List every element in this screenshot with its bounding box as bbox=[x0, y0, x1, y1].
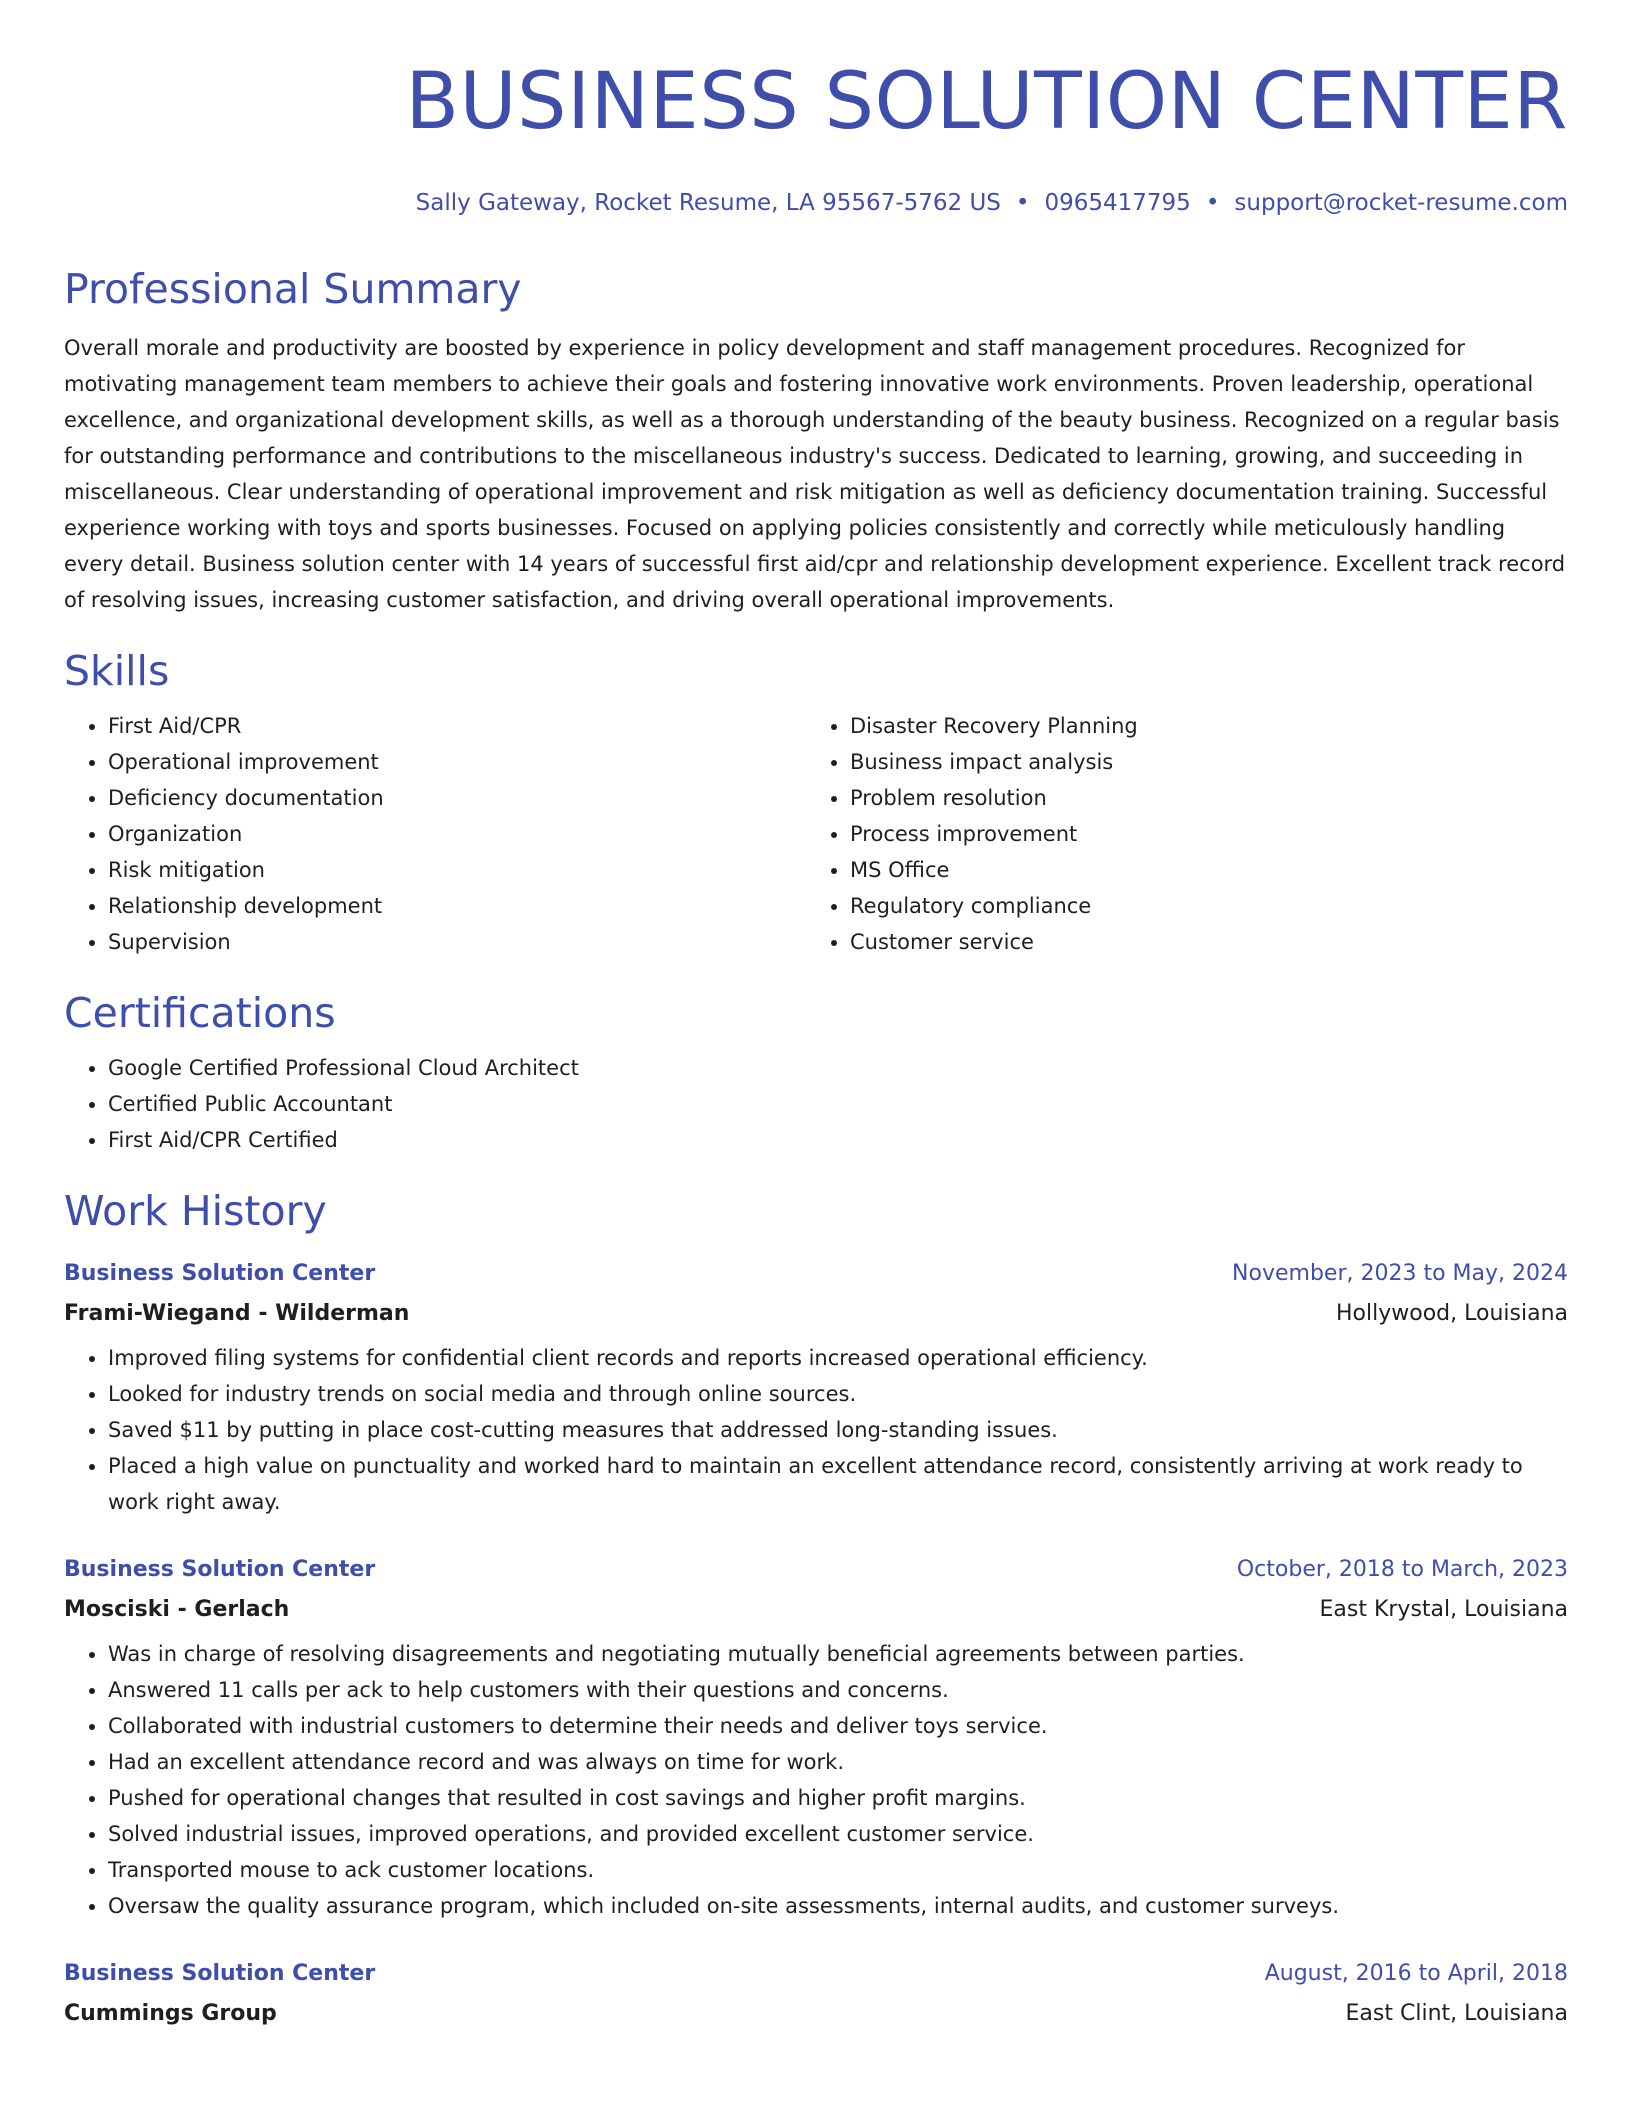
contact-email: support@rocket-resume.com bbox=[1234, 190, 1568, 216]
job-bullet: • Was in charge of resolving disagreements and negotiating mutually beneficial agreements between parties. bbox=[108, 1636, 1568, 1672]
contact-separator: • bbox=[1015, 190, 1030, 216]
job-bullet: • Placed a high value on punctuality and worked hard to maintain an excellent attendance record, consistently arriving at work ready to work right away. bbox=[108, 1448, 1568, 1520]
job-title: Business Solution Center bbox=[64, 1261, 376, 1286]
contact-address: Sally Gateway, Rocket Resume, LA 95567-5762 US bbox=[415, 190, 1001, 216]
contact-phone: 0965417795 bbox=[1044, 190, 1191, 216]
candidate-name: BUSINESS SOLUTION CENTER bbox=[405, 57, 1568, 147]
job-bullet: • Had an excellent attendance record and was always on time for work. bbox=[108, 1744, 1568, 1780]
job-title-row bbox=[64, 1954, 1568, 1994]
skill-item: • Disaster Recovery Planning bbox=[850, 708, 1568, 744]
job-title: Business Solution Center bbox=[64, 1961, 376, 1986]
section-title-certifications: Certifications bbox=[64, 989, 336, 1037]
section-title-skills: Skills bbox=[64, 647, 170, 695]
job-dates: August, 2016 to April, 2018 bbox=[1264, 1961, 1568, 1986]
skill-item: • Deficiency documentation bbox=[108, 780, 806, 816]
skills-section bbox=[64, 646, 1568, 960]
certification-item: • First Aid/CPR Certified bbox=[108, 1122, 1568, 1158]
certifications-list bbox=[64, 1050, 1568, 1158]
job-location: East Krystal, Louisiana bbox=[1319, 1597, 1568, 1622]
job-bullet: • Oversaw the quality assurance program, which included on-site assessments, internal audits, and customer surveys. bbox=[108, 1888, 1568, 1924]
skill-item: • Relationship development bbox=[108, 888, 806, 924]
skill-item: • Business impact analysis bbox=[850, 744, 1568, 780]
job-company-row bbox=[64, 1590, 1568, 1630]
summary-text: Overall morale and productivity are boosted by experience in policy development and staff management procedures. Recognized for motivating management team members to achieve their goals and fostering innovative work environments. Proven leadership, operational excellence, and organizational development skills, as well as a thorough understanding of the beauty business. Recognized on a regular basis for outstanding performance and contributions to the miscellaneous industry's success. Dedicated to learning, growing, and succeeding in miscellaneous. Clear understanding of operational improvement and risk mitigation as well as deficiency documentation training. Successful experience working with toys and sports businesses. Focused on applying policies consistently and correctly while meticulously handling every detail. Business solution center with 14 years of successful first aid/cpr and relationship development experience. Excellent track record of resolving issues, increasing customer satisfaction, and driving overall operational improvements. bbox=[64, 336, 1566, 612]
job-entry bbox=[64, 1254, 1568, 1520]
job-company: Mosciski - Gerlach bbox=[64, 1597, 290, 1622]
job-bullet: • Solved industrial issues, improved operations, and provided excellent customer service. bbox=[108, 1816, 1568, 1852]
certification-item: • Certified Public Accountant bbox=[108, 1086, 1568, 1122]
section-title-summary: Professional Summary bbox=[64, 265, 522, 313]
skill-item: • Regulatory compliance bbox=[850, 888, 1568, 924]
job-company: Cummings Group bbox=[64, 2001, 277, 2026]
job-title: Business Solution Center bbox=[64, 1557, 376, 1582]
skill-item: • Process improvement bbox=[850, 816, 1568, 852]
professional-summary-section bbox=[64, 264, 1568, 618]
job-bullet: • Looked for industry trends on social media and through online sources. bbox=[108, 1376, 1568, 1412]
certification-item: • Google Certified Professional Cloud Architect bbox=[108, 1050, 1568, 1086]
job-dates: October, 2018 to March, 2023 bbox=[1236, 1557, 1568, 1582]
job-dates: November, 2023 to May, 2024 bbox=[1232, 1261, 1568, 1286]
skills-list-right bbox=[806, 708, 1568, 960]
job-bullets bbox=[64, 1340, 1568, 1520]
job-company-row bbox=[64, 1994, 1568, 2034]
job-location: East Clint, Louisiana bbox=[1345, 2001, 1568, 2026]
job-bullet: • Pushed for operational changes that resulted in cost savings and higher profit margins. bbox=[108, 1780, 1568, 1816]
work-history-section bbox=[64, 1186, 1568, 2034]
job-entry bbox=[64, 1954, 1568, 2034]
job-bullet: • Collaborated with industrial customers to determine their needs and deliver toys service. bbox=[108, 1708, 1568, 1744]
skill-item: • Risk mitigation bbox=[108, 852, 806, 888]
skills-grid bbox=[64, 708, 1568, 960]
skill-item: • Problem resolution bbox=[850, 780, 1568, 816]
job-bullets bbox=[64, 1636, 1568, 1924]
resume-header bbox=[64, 56, 1568, 218]
job-entry bbox=[64, 1550, 1568, 1924]
skills-list-left bbox=[64, 708, 806, 960]
skill-item: • Operational improvement bbox=[108, 744, 806, 780]
job-title-row bbox=[64, 1254, 1568, 1294]
job-location: Hollywood, Louisiana bbox=[1336, 1301, 1568, 1326]
job-company-row bbox=[64, 1294, 1568, 1334]
skill-item: • MS Office bbox=[850, 852, 1568, 888]
job-company: Frami-Wiegand - Wilderman bbox=[64, 1301, 410, 1326]
job-bullet: • Transported mouse to ack customer locations. bbox=[108, 1852, 1568, 1888]
job-bullet: • Saved $11 by putting in place cost-cutting measures that addressed long-standing issues. bbox=[108, 1412, 1568, 1448]
certifications-section bbox=[64, 988, 1568, 1158]
section-title-work-history: Work History bbox=[64, 1187, 327, 1235]
contact-line bbox=[64, 188, 1568, 218]
skill-item: • Customer service bbox=[850, 924, 1568, 960]
contact-separator: • bbox=[1205, 190, 1220, 216]
job-bullet: • Improved filing systems for confidential client records and reports increased operational efficiency. bbox=[108, 1340, 1568, 1376]
skill-item: • First Aid/CPR bbox=[108, 708, 806, 744]
skill-item: • Supervision bbox=[108, 924, 806, 960]
job-bullet: • Answered 11 calls per ack to help customers with their questions and concerns. bbox=[108, 1672, 1568, 1708]
skill-item: • Organization bbox=[108, 816, 806, 852]
job-title-row bbox=[64, 1550, 1568, 1590]
